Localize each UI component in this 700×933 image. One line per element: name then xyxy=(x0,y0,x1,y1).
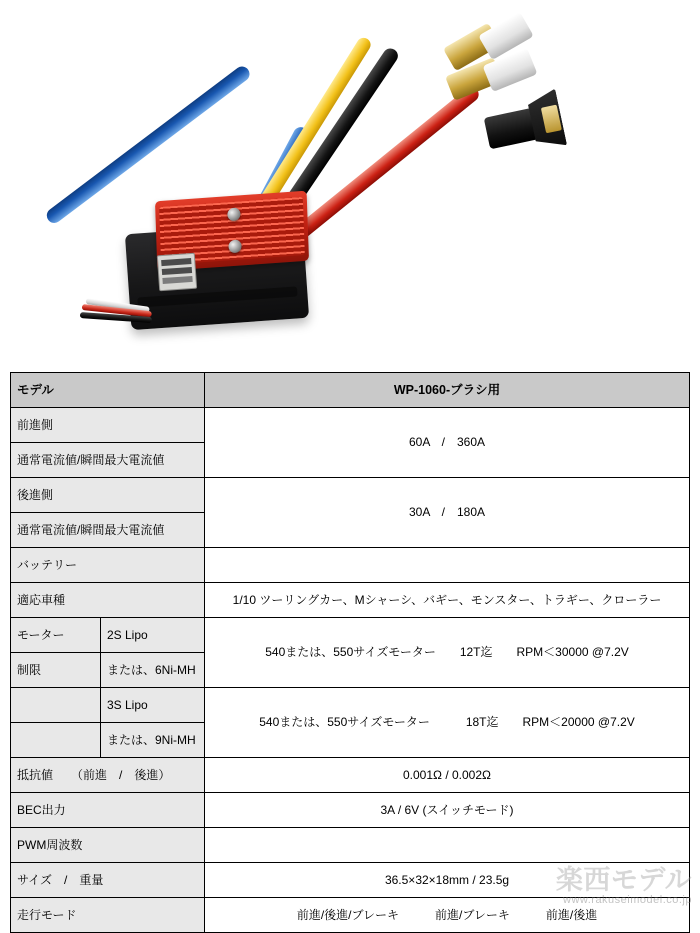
header-label: モデル xyxy=(11,373,205,408)
row-sublabel: 3S Lipo xyxy=(101,688,205,723)
table-row xyxy=(11,898,690,933)
row-value: 30A / 180A xyxy=(205,478,690,548)
table-row xyxy=(11,408,690,443)
row-value xyxy=(205,548,690,583)
table-row xyxy=(11,863,690,898)
row-label: 通常電流値/瞬間最大電流値 xyxy=(11,513,205,548)
product-photo xyxy=(0,0,700,372)
table-row xyxy=(11,828,690,863)
watermark-url: www.rakuseimodel.co.jp xyxy=(563,894,692,906)
row-value: 36.5×32×18mm / 23.5g xyxy=(205,863,690,898)
row-value: 0.001Ω / 0.002Ω xyxy=(205,758,690,793)
deans-t-plug xyxy=(481,89,565,161)
spec-table-wrapper xyxy=(0,372,700,933)
table-row xyxy=(11,618,690,653)
row-value xyxy=(205,828,690,863)
row-label: 抵抗値 （前進 / 後進） xyxy=(11,758,205,793)
row-value: 540または、550サイズモーター 18T迄 RPM＜20000 @7.2V xyxy=(205,688,690,758)
row-label: 適応車種 xyxy=(11,583,205,618)
switch-segment xyxy=(162,267,192,275)
row-value: 3A / 6V (スイッチモード) xyxy=(205,793,690,828)
product-photo-illustration xyxy=(0,0,700,372)
row-value: 前進/後進/ブレーキ 前進/ブレーキ 前進/後進 xyxy=(205,898,690,933)
row-label: 走行モード xyxy=(11,898,205,933)
row-label: BEC出力 xyxy=(11,793,205,828)
watermark-logo: 楽西モデル xyxy=(555,865,692,895)
table-row xyxy=(11,758,690,793)
row-label: 後進側 xyxy=(11,478,205,513)
row-sublabel: 2S Lipo xyxy=(101,618,205,653)
row-label: 通常電流値/瞬間最大電流値 xyxy=(11,443,205,478)
row-label xyxy=(11,688,101,723)
row-label: 制限 xyxy=(11,653,101,688)
row-value: 540または、550サイズモーター 12T迄 RPM＜30000 @7.2V xyxy=(205,618,690,688)
table-row xyxy=(11,688,690,723)
table-row xyxy=(11,478,690,513)
table-row xyxy=(11,793,690,828)
switch-segment xyxy=(161,258,191,266)
row-label: サイズ / 重量 xyxy=(11,863,205,898)
row-label: バッテリー xyxy=(11,548,205,583)
switch-segment xyxy=(162,276,192,284)
row-label xyxy=(11,723,101,758)
header-value: WP-1060-ブラシ用 xyxy=(205,373,690,408)
row-value: 60A / 360A xyxy=(205,408,690,478)
row-value: 1/10 ツーリングカー、Mシャーシ、バギー、モンスター、トラギー、クローラー xyxy=(205,583,690,618)
table-row xyxy=(11,583,690,618)
spec-table xyxy=(10,372,690,933)
row-label: モーター xyxy=(11,618,101,653)
row-label: 前進側 xyxy=(11,408,205,443)
row-label: PWM周波数 xyxy=(11,828,205,863)
esc-switch-block xyxy=(157,253,197,292)
table-row-header xyxy=(11,373,690,408)
row-sublabel: または、9Ni-MH xyxy=(101,723,205,758)
row-sublabel: または、6Ni-MH xyxy=(101,653,205,688)
table-row xyxy=(11,548,690,583)
